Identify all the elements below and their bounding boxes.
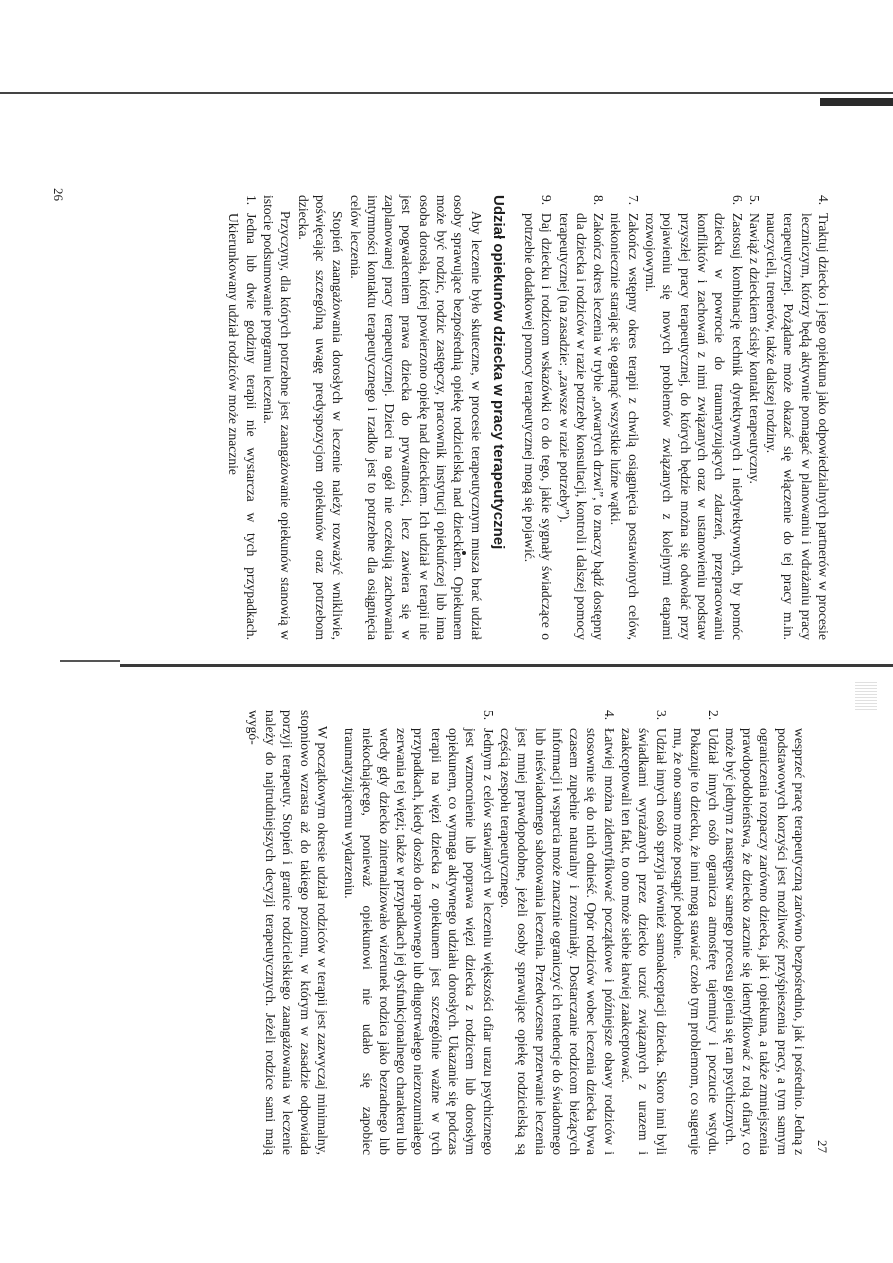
list-a <box>521 195 832 640</box>
paragraph: W początkowym okresie udział rodziców w terapii jest zazwyczaj minimalny, stopniowo wzrasta aż do takiego poziomu, w którym w zasadzie odpowiada porzyji terapeuty. Stopień i granice rodzicielskiego zaangażowania w leczenie należy do najtrudniejszych decyzji terapeutycznych. Jeżeli rodzice sami mają wygó- <box>245 710 330 1155</box>
list-item: 7. Zakończ wstępny okres terapii z chwilą osiągnięcia postawionych celów, niekoniecznie starając się ogarnąć wszystkie luźne wątki. <box>608 195 641 640</box>
list-item: 5. Jednym z celów stawianych w leczeniu większości ofiar urazu psychicznego jest wzmocnienie lub poprawa więzi dziecka z rodzicem lub dorosłym opiekunem, co wymaga aktywnego udziału dorosłych. Ukazanie się podczas terapii na więzi dziecka z opiekunem jest szczególnie ważne w tych przypadkach, kiedy doszło do raptownego lub długotrwałego niezrozumiałego zerwania tej więzi; także w przypadkach jej dysfunkcjonalnego charakteru lub wtedy gdy dziecko zinternalizowało wizerunek rodzica jako bezradnego lub niekochającego, ponieważ opiekunowi nie udało się zapobiec traumatyzującemu wydarzeniu. <box>342 710 496 1155</box>
scan-edge-gap <box>60 660 120 662</box>
scan-edge-mark <box>820 98 893 106</box>
section-heading: Udział opiekunów dziecka w pracy terapeutycznej <box>489 195 507 550</box>
list-b <box>225 195 260 640</box>
list-item: 4. Traktuj dziecko i jego opiekuna jako odpowiedzialnych partnerów w procesie leczniczym, którzy będą aktywnie pomagać w planowaniu i wdrażaniu pracy terapeutycznej. Pożądane może okazać się włączenie do tej pracy m.in. nauczycieli, trenerów, także dalszej rodziny. <box>764 195 831 640</box>
page-27 <box>108 710 808 1155</box>
page-26 <box>62 195 832 640</box>
list-item: 8. Zakończ okres leczenia w trybie „otwartych drzwi”, to znaczy bądź dostępny dla dziecka i rodziców w razie potrzeby konsultacji, kontroli i dalszej pomocy terapeutycznej (na zasadzie: „zawsze w razie potrzeby”). <box>556 195 607 640</box>
scan-edge-top <box>0 92 893 94</box>
scan-smudge <box>855 680 877 710</box>
list-c <box>341 710 722 1155</box>
paragraph: wesprzeć pracę terapeutyczną zarówno bezpośrednio, jak i pośrednio. Jedną z podstawowych korzyści jest możliwość przyśpieszenia pracy, a tym samym ograniczenia rozpaczy zarówno dziecka, jak i opiekuna, a także zmniejszenia prawdopodobieństwa, że dziecko zacznie się identyfikować z rolą ofiary, co może być jednym z następstw samego procesu gojenia się ran psychicznych. <box>722 728 807 1155</box>
page-number: 27 <box>815 1140 830 1153</box>
paragraph: Przyczyny, dla których potrzebne jest zaangażowanie opiekunów stanowią w istocie podsumowanie programu leczenia. <box>261 195 294 640</box>
list-item: 5. Nawiąż z dzieckiem ścisły kontakt terapeutyczny. <box>746 195 762 484</box>
list-item: 6. Zastosuj kombinację technik dyrektywnych i niedyrektywnych, by pomóc dziecku w powrocie do traumatyzujących zdarzeń, przepracowaniu konfliktów i zachowań z nimi związanych oraz w ustanowieniu podstaw przyszłej pracy terapeutycznej, do których będzie można się odwołać przy pojawieniu się nowych problemów związanych z kolejnymi etapami rozwojowymi. <box>643 195 745 640</box>
page-number: 26 <box>51 188 66 201</box>
list-item: 1. Jedna lub dwie godziny terapii nie wystarcza w tych przypadkach. Ukierunkowany udział rodziców może znacznie <box>226 195 259 640</box>
list-item: 2. Udział innych osób ogranicza atmosferę tajemnicy i poczucie wstydu. Pokazuje to dziecku, że inni mogą stawiać czoło tym problemom, co sugeruje mu, że ono samo może postąpić podobnie. <box>670 710 721 1155</box>
list-item: 4. Łatwiej można zidentyfikować początkowe i późniejsze obawy rodziców i stosownie się do nich odnieść. Opór rodziców wobec leczenia dziecka bywa czasem zupełnie naturalny i zrozumiały. Dostarczanie rodzicom bieżących informacji i wsparcia może znacznie ograniczyć ich tendencje do świadomego lub nieświadomego sabotowania leczenia. Przedwczesne przerwanie leczenia jest mniej prawdopodobne, jeżeli osoby sprawujące opiekę rodzicielską są częścią zespołu terapeutycznego. <box>497 710 617 1155</box>
page-divider-line <box>120 664 893 667</box>
paragraph: Aby leczenie było skuteczne, w procesie terapeutycznym musza brać udział osoby sprawujące bezpośrednią opiekę rodzicielską nad dzieckiem. Opiekunem może być rodzic, rodzic zastępczy, pracownik instytucji opiekuńczej lub inna osoba dorosła, której powierzono opiekę nad dzieckiem. Ich udział w terapii nie jest pogwałceniem prawa dziecka do prywatności, lecz zawiera się w zaplanowanej pracy terapeutycznej. Dzieci na ogół nie oczekują zachowania intymności kontaktu terapeutycznego i rzadko jest to potrzebne dla osiągnięcia celów leczenia. <box>347 195 484 640</box>
paragraph: Stopień zaangażowania dorosłych w leczenie należy rozważyć wnikliwie, poświęcając szczególną uwagę predyspozycjom opiekunów oraz potrzebom dziecka. <box>295 195 346 640</box>
list-item: 9. Daj dziecku i rodzicom wskazówki co do tego, jakie sygnały świadczące o potrzebie dodatkowej pomocy terapeutycznej mogą się pojawić. <box>521 195 555 640</box>
list-item: 3. Udział innych osób sprzyja również samoakceptacji dziecka. Skoro inni byli świadkami wyrażanych przez dziecko uczuć związanych z urazem i zaakceptowali ten fakt, to ono może siebie łatwiej zaakceptować. <box>619 710 669 1155</box>
